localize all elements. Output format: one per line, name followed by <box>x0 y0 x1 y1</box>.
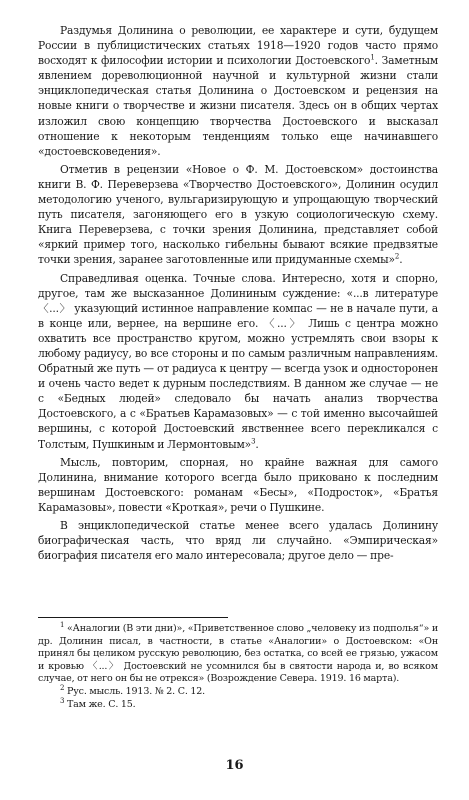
paragraph-2: Отметив в рецензии «Новое о Ф. М. Достоевском» достоинства книги В. Ф. Переверзева «Творчество Достоевского», Долинин осудил методологию ученого, вульгаризирующую и упрощающую творческий путь писателя, загоняющего его в узкую социологическую схему. Книга Переверзева, с точки зрения Долинина, представляет собой «яркий пример того, насколько гибельны бывают всякие предвзятые точки зрения, заранее заготовленные или придуманные схемы»$^2$. <box>38 162 438 267</box>
footnote-2: $^2$ Рус. мысль. 1913. № 2. С. 12. <box>60 683 206 697</box>
main-text <box>38 23 438 566</box>
footnote-1: $^1$ «Аналогии (В эти дни)», «Приветственное слово „человеку из подполья“» и др. Долинин писал, в частности, в статье «Аналогии» о Достоевском: «Он принял бы целиком русскую революцию, без остатка, со всей ее грязью, ужасом и кровью 〈...〉 Достоевский не усомнился бы в святости народа и, во всяком случае, от него он бы не отрекся» (Возрождение Севера. 1919. 16 марта). <box>38 620 439 685</box>
footnote-ref-3: 3 <box>251 436 256 445</box>
paragraph-1: Раздумья Долинина о революции, ее характере и сути, будущем России в публицистических статьях 1918—1920 годов часто прямо восходят к философии истории и психологии Достоевского$^1$. Заметным явлением дореволюционной научной и культурной жизни стали энциклопедическая статья Долинина о Достоевском и рецензия на новые книги о творчестве и жизни писателя. Здесь он в общих чертах изложил свою концепцию творчества Достоевского и высказал отношение к некоторым тенденциям только еще начинавшего «достоевсковедения». <box>38 24 438 158</box>
page-number: 16 <box>225 758 244 773</box>
paragraph-5: В энциклопедической статье менее всего удалась Долинину биографическая часть, что вряд ли случайно. «Эмпирическая» биография писателя его мало интересовала; другое дело — пре- <box>38 519 438 563</box>
paragraph-4: Мысль, повторим, спорная, но крайне важная для самого Долинина, внимание которого всегда было приковано к последним вершинам Достоевского: романам «Бесы», «Подросток», «Братья Карамазовы», повести «Кроткая», речи о Пушкине. <box>38 455 438 514</box>
footnotes <box>38 620 439 711</box>
footnote-3: $^3$ Там же. С. 15. <box>60 696 136 710</box>
footnote-divider <box>38 617 228 618</box>
footnote-ref-2: 2 <box>394 252 400 261</box>
paragraph-3: Справедливая оценка. Точные слова. Интересно, хотя и спорно, другое, там же высказанное Долининым суждение: «...в литературе 〈...〉 указующий истинное направление компас — не в начале пути, а в конце или, вернее, на вершине его. 〈...〉 Лишь с центра можно охватить все пространство кругом, можно устремлять свои взоры к любому радиусу, во все стороны и по самым различным направлениям. Обратный же путь — от радиуса к центру — всегда узок и односторонен и очень часто ведет к дурным последствиям. В данном же случае — не с «Бедных людей» следовало бы начать анализ творчества Достоевского, а с «Братьев Карамазовых» — с той именно высочайшей вершины, с которой Достоевский явственнее всего перекликался с Толстым, Пушкиным и Лермонтовым»$^3$. <box>38 271 438 451</box>
footnote-ref-1: 1 <box>370 53 375 62</box>
